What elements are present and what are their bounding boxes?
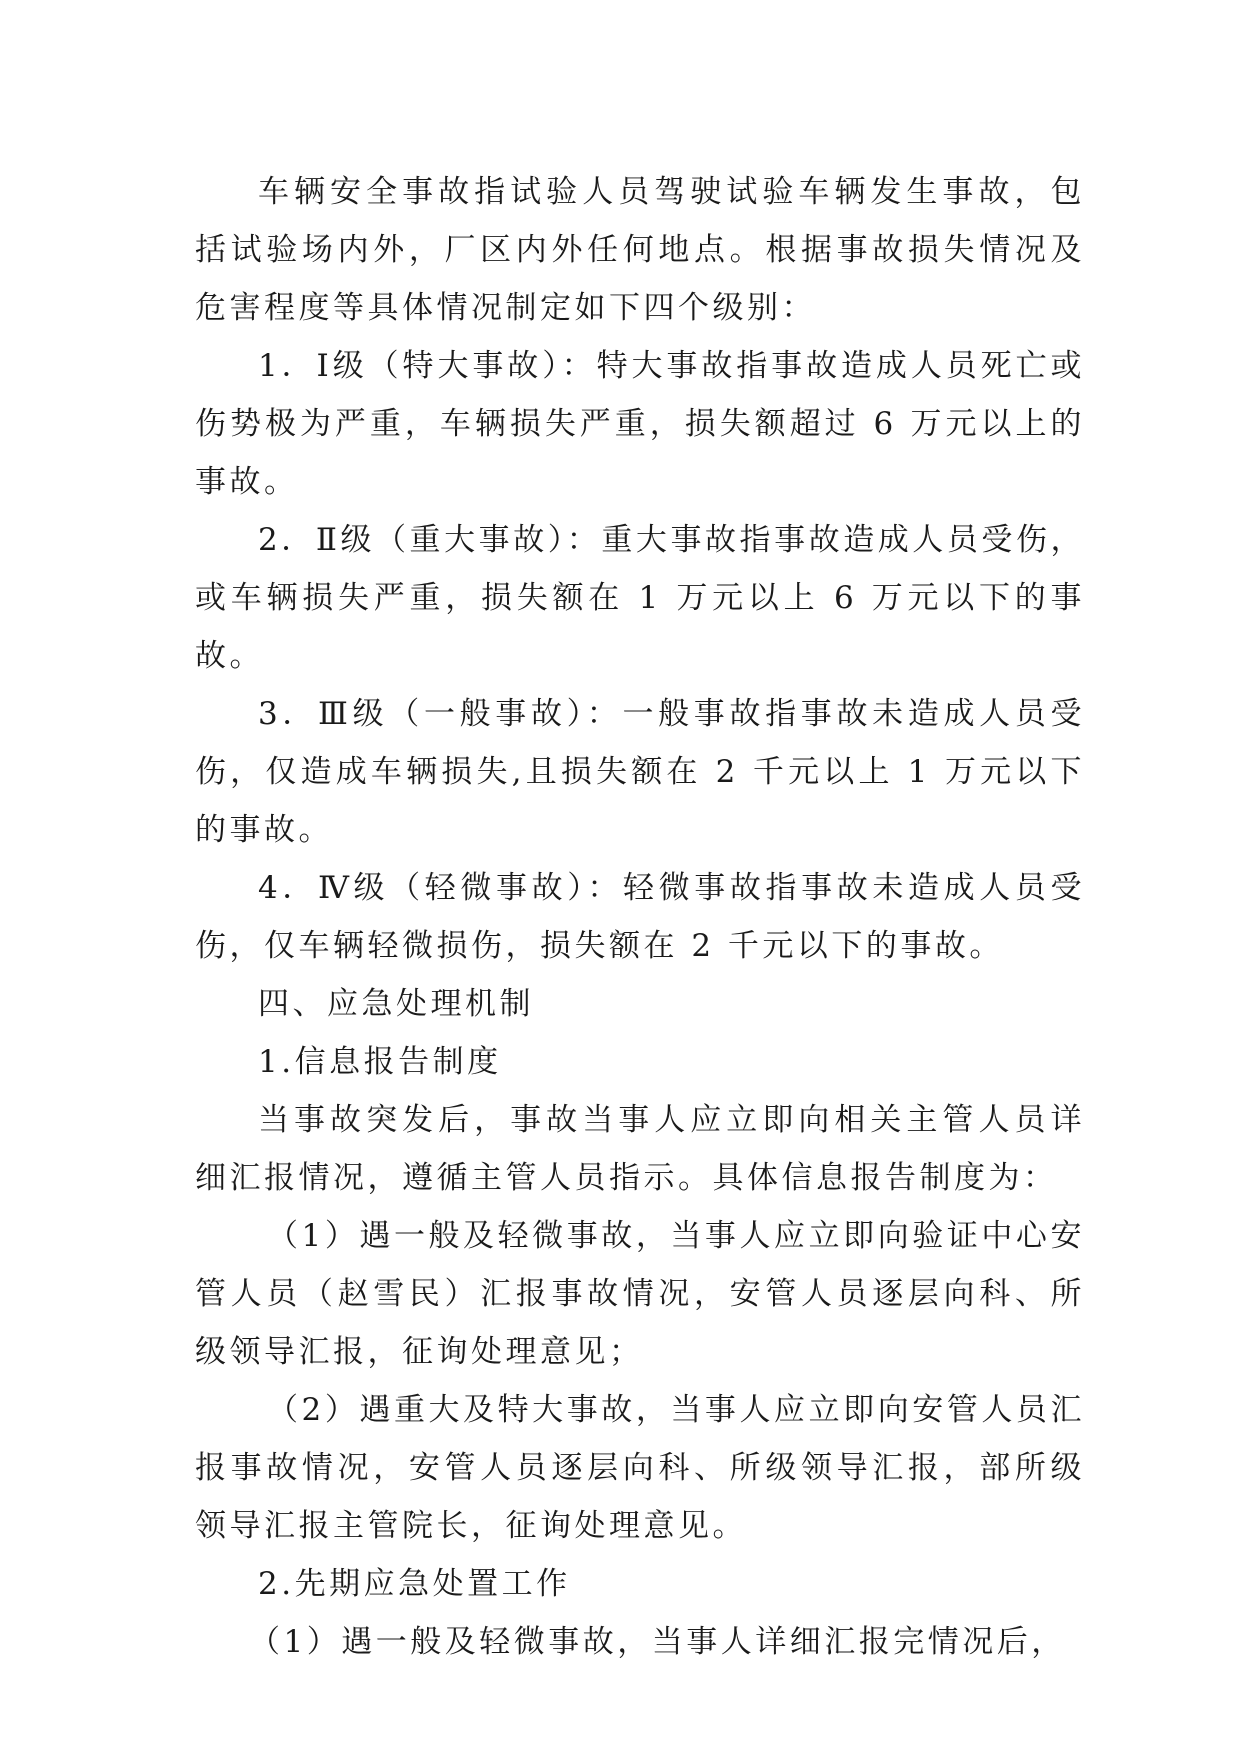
paragraph-definition: 车辆安全事故指试验人员驾驶试验车辆发生事故，包括试验场内外，厂区内外任何地点。根据事故损失情况及危害程度等具体情况制定如下四个级别： (195, 174, 1085, 326)
paragraph-level-4: 4．Ⅳ级（轻微事故）：轻微事故指事故未造成人员受伤，仅车辆轻微损伤，损失额在 2 千元以下的事故。 (195, 870, 1085, 964)
paragraph-level-3: 3．Ⅲ级（一般事故）：一般事故指事故未造成人员受伤，仅造成车辆损失,且损失额在 2 千元以上 1 万元以下的事故。 (195, 696, 1085, 848)
paragraph-reporting-minor: （1）遇一般及轻微事故，当事人应立即向验证中心安管人员（赵雪民）汇报事故情况，安管人员逐层向科、所级领导汇报，征询处理意见； (195, 1218, 1085, 1370)
subheading-reporting: 1.信息报告制度 (258, 1044, 502, 1080)
paragraph-initial-response-minor: （1）遇一般及轻微事故，当事人详细汇报完情况后， (249, 1624, 1066, 1660)
section-heading-emergency: 四、应急处理机制 (258, 986, 534, 1022)
subheading-initial-response: 2.先期应急处置工作 (258, 1566, 571, 1602)
paragraph-reporting-intro: 当事故突发后，事故当事人应立即向相关主管人员详细汇报情况，遵循主管人员指示。具体信息报告制度为： (195, 1102, 1085, 1196)
paragraph-level-2: 2．Ⅱ级（重大事故）：重大事故指事故造成人员受伤，或车辆损失严重，损失额在 1 万元以上 6 万元以下的事故。 (195, 522, 1085, 674)
paragraph-reporting-major: （2）遇重大及特大事故，当事人应立即向安管人员汇报事故情况，安管人员逐层向科、所级领导汇报，部所级领导汇报主管院长，征询处理意见。 (195, 1392, 1085, 1544)
paragraph-level-1: 1．Ⅰ级（特大事故）：特大事故指事故造成人员死亡或伤势极为严重，车辆损失严重，损失额超过 6 万元以上的事故。 (195, 348, 1085, 500)
document-body (195, 163, 1085, 1671)
